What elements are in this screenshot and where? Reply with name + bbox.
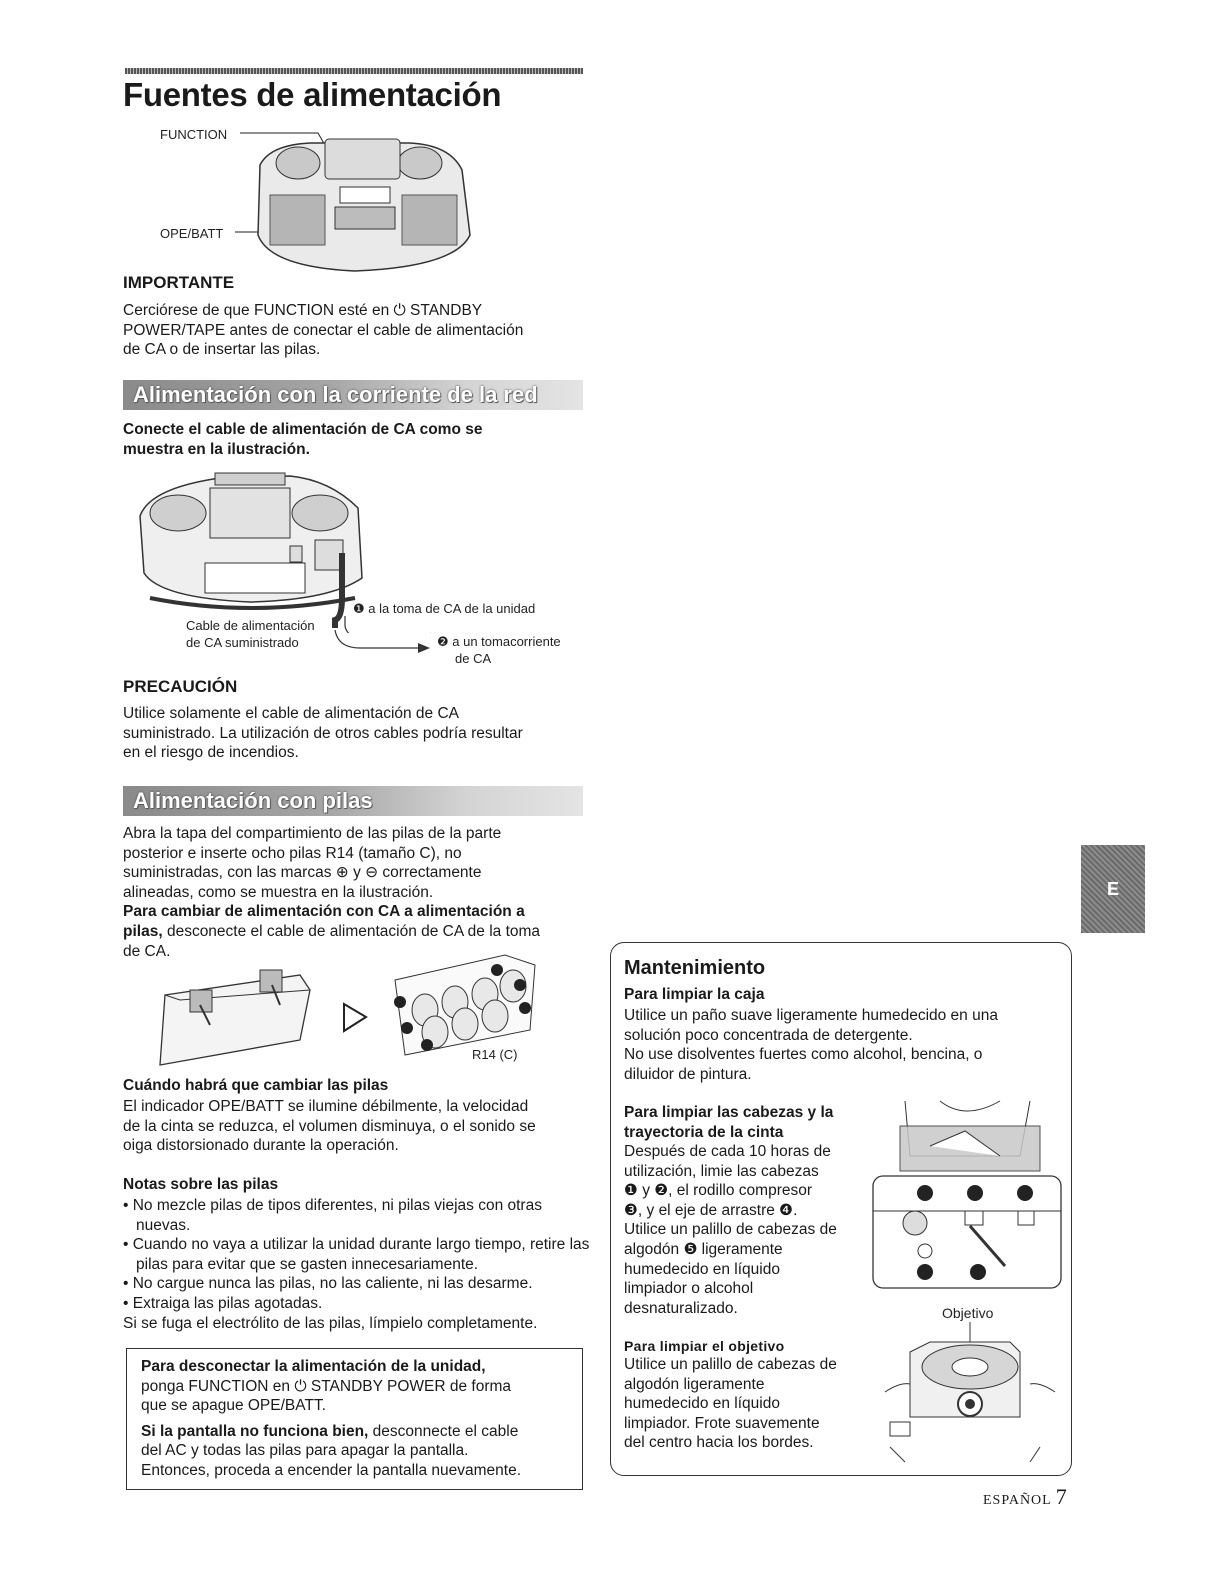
- cable-arrow: [330, 628, 435, 658]
- label-step1: ❶ a la toma de CA de la unidad: [353, 601, 536, 616]
- cabezas-heading-line: Para limpiar las cabezas y la: [624, 1104, 834, 1121]
- arrow-icon: [340, 1000, 370, 1035]
- notas-heading: Notas sobre las pilas: [123, 1176, 279, 1193]
- importante-line: Cerciórese de que FUNCTION esté en ⏻ STANDBY: [123, 302, 483, 319]
- cabezas-line: limpiador o alcohol: [624, 1280, 754, 1298]
- importante-line: de CA o de insertar las pilas.: [123, 341, 321, 359]
- cuando-text: [123, 1097, 598, 1156]
- pilas-line: alineadas, como se muestra en la ilustración.: [123, 883, 434, 901]
- notas-bullet: • No cargue nunca las pilas, no las caliente, ni las desarme.: [123, 1275, 533, 1293]
- cabezas-line: ❸, y el eje de arrastre ❹.: [624, 1201, 798, 1219]
- cabezas-line: Después de cada 10 horas de: [624, 1143, 831, 1160]
- page-number: 7: [1055, 1484, 1067, 1509]
- cabezas-heading: [624, 1103, 874, 1142]
- label-objetivo: Objetivo: [942, 1305, 994, 1321]
- cuando-line: oiga distorsionado durante la operación.: [123, 1137, 399, 1155]
- lens-illustration: [880, 1322, 1060, 1467]
- cuando-line: de la cinta se reduzca, el volumen disminuya, o el sonido se: [123, 1117, 536, 1135]
- pilas-text: [123, 824, 598, 961]
- cabezas-line: Utilice un palillo de cabezas de: [624, 1221, 837, 1239]
- label-opebatt: OPE/BATT: [160, 226, 224, 241]
- label-cable-1: Cable de alimentación: [186, 618, 315, 633]
- red-instruction: [123, 420, 593, 459]
- precaucion-heading: PRECAUCIÓN: [123, 677, 238, 696]
- notas-bullet: • Cuando no vaya a utilizar la unidad durante largo tiempo, retire las pilas para evitar que se gasten innecesariamente.: [123, 1236, 590, 1273]
- cabezas-line: humedecido en líquido: [624, 1260, 780, 1278]
- caja-line: diluidor de pintura.: [624, 1065, 752, 1083]
- caja-text: [624, 1006, 1064, 1084]
- precaucion-line: suministrado. La utilización de otros cables podría resultar: [123, 724, 523, 742]
- caja-line: Utilice un paño suave ligeramente humedecido en una: [624, 1007, 998, 1024]
- objetivo-heading: Para limpiar el objetivo: [624, 1338, 785, 1354]
- objetivo-line: limpiador. Frote suavemente: [624, 1414, 820, 1432]
- notas-last-line: Si se fuga el electrólito de las pilas, límpielo completamente.: [123, 1314, 538, 1332]
- page-title: Fuentes de alimentación: [123, 76, 502, 113]
- section-band-red: [123, 380, 583, 410]
- precaucion-line: en el riesgo de incendios.: [123, 744, 299, 762]
- title-rule: [125, 68, 583, 74]
- language-tab: E: [1081, 845, 1145, 933]
- cabezas-line: utilización, limie las cabezas: [624, 1162, 819, 1180]
- tape-heads-illustration: [870, 1096, 1065, 1296]
- footer-language: ESPAÑOL: [983, 1493, 1052, 1508]
- pilas-line: Abra la tapa del compartimiento de las pilas de la parte: [123, 825, 502, 842]
- box-p1-line: ponga FUNCTION en ⏻ STANDBY POWER de forma: [141, 1377, 512, 1395]
- box-p1-line: que se apague OPE/BATT.: [141, 1397, 326, 1415]
- cabezas-text: [624, 1142, 874, 1318]
- pilas-change-bold-2: pilas,: [123, 922, 163, 940]
- notas-list: [123, 1196, 593, 1333]
- label-cable-2: de CA suministrado: [186, 635, 299, 650]
- precaucion-text: [123, 704, 593, 763]
- page-footer: [983, 1484, 1067, 1510]
- disconnect-note-box: [126, 1348, 583, 1490]
- cuando-heading: Cuándo habrá que cambiar las pilas: [123, 1077, 389, 1094]
- red-instruction-line: muestra en la ilustración.: [123, 440, 310, 458]
- caja-line: No use disolventes fuertes como alcohol, bencina, o: [624, 1046, 983, 1064]
- notas-bullet: • No mezcle pilas de tipos diferentes, ni pilas viejas con otras nuevas.: [123, 1197, 542, 1234]
- red-instruction-line: Conecte el cable de alimentación de CA como se: [123, 421, 483, 438]
- importante-line: POWER/TAPE antes de conectar el cable de alimentación: [123, 321, 524, 339]
- importante-heading: IMPORTANTE: [123, 273, 235, 292]
- box-p1-bold: Para desconectar la alimentación de la unidad,: [141, 1358, 486, 1375]
- box-p2-line: Entonces, proceda a encender la pantalla nuevamente.: [141, 1461, 522, 1479]
- section-band-pilas: [123, 786, 583, 816]
- objetivo-text: [624, 1355, 884, 1453]
- caja-heading: Para limpiar la caja: [624, 986, 765, 1003]
- cabezas-line: algodón ❺ ligeramente: [624, 1240, 783, 1258]
- notas-bullet: • Extraiga las pilas agotadas.: [123, 1294, 323, 1312]
- mantenimiento-title: Mantenimiento: [624, 957, 766, 979]
- precaucion-line: Utilice solamente el cable de alimentación de CA: [123, 705, 460, 722]
- objetivo-line: humedecido en líquido: [624, 1395, 780, 1413]
- objetivo-line: algodón ligeramente: [624, 1375, 765, 1393]
- cabezas-line: desnaturalizado.: [624, 1299, 738, 1317]
- box-p2-line: del AC y todas las pilas para apagar la pantalla.: [141, 1442, 469, 1460]
- section-title-red: Alimentación con la corriente de la red: [133, 382, 538, 407]
- box-p2-bold: Si la pantalla no funciona bien,: [141, 1422, 369, 1440]
- pilas-change-rest: desconecte el cable de alimentación de CA de la toma: [162, 922, 541, 940]
- objetivo-line: Utilice un palillo de cabezas de: [624, 1356, 837, 1373]
- pilas-change-line-3: de CA.: [123, 942, 171, 960]
- box-p2-line: desconnecte el cable: [368, 1422, 519, 1440]
- label-battery-type: R14 (C): [472, 1047, 518, 1062]
- battery-cover-illustration: [150, 955, 320, 1070]
- cabezas-line: ❶ y ❷, el rodillo compresor: [624, 1182, 813, 1200]
- pilas-line: posterior e inserte ocho pilas R14 (tamaño C), no: [123, 844, 462, 862]
- label-step2-1: ❷ a un tomacorriente: [437, 634, 561, 649]
- caja-line: solución poco concentrada de detergente.: [624, 1026, 913, 1044]
- section-title-pilas: Alimentación con pilas: [133, 788, 373, 813]
- label-function: FUNCTION: [160, 127, 228, 142]
- cabezas-heading-line: trayectoria de la cinta: [624, 1123, 784, 1141]
- batteries-illustration: [385, 950, 545, 1060]
- importante-text: [123, 301, 593, 360]
- objetivo-line: del centro hacia los bordes.: [624, 1434, 814, 1452]
- cuando-line: El indicador OPE/BATT se ilumine débilmente, la velocidad: [123, 1098, 529, 1115]
- label-step2-2: de CA: [455, 651, 492, 666]
- boombox-front-illustration: [230, 125, 480, 275]
- pilas-change-bold-1: Para cambiar de alimentación con CA a alimentación a: [123, 903, 525, 921]
- pilas-line: suministradas, con las marcas ⊕ y ⊖ correctamente: [123, 864, 482, 882]
